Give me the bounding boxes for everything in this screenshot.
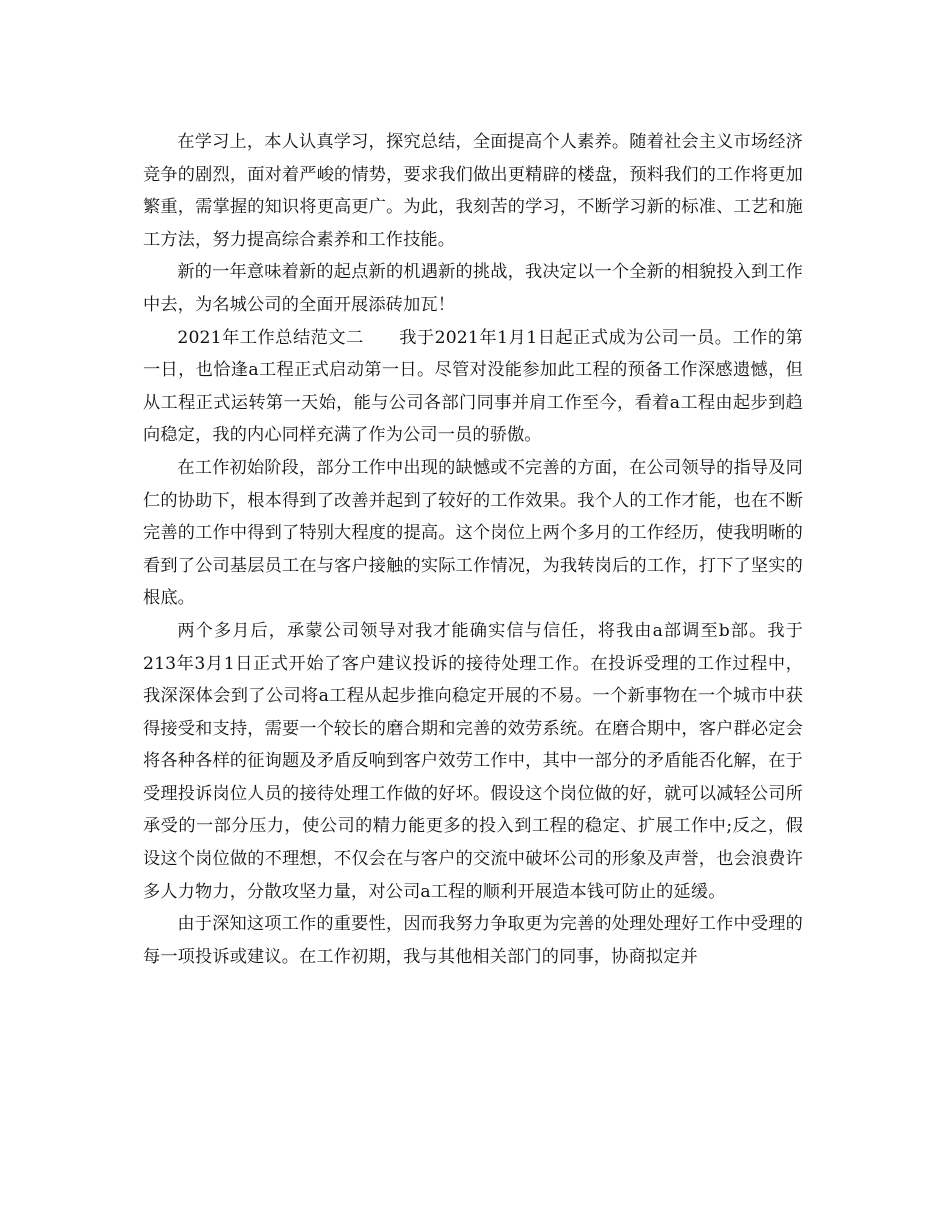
paragraph-initial-stage: 在工作初始阶段，部分工作中出现的缺憾或不完善的方面，在公司领导的指导及同仁的协助下，根本得到了改善并起到了较好的工作效果。我个人的工作才能，也在不断完善的工作中得到了特别大程度的提高。这个岗位上两个多月的工作经历，使我明晰的看到了公司基层员工在与客户接触的实际工作情况，为我转岗后的工作，打下了坚实的根底。 <box>143 457 803 609</box>
paragraph-importance: 由于深知这项工作的重要性，因而我努力争取更为完善的处理处理好工作中受理的每一项投诉或建议。在工作初期，我与其他相关部门的同事，协商拟定并 <box>143 914 803 967</box>
paragraph-summary-two-intro: 2021年工作总结范文二 我于2021年1月1日起正式成为公司一员。工作的第一日，也恰逢a工程正式启动第一日。尽管对没能参加此工程的预备工作深感遗憾，但从工程正式运转第一天始，能与公司各部门同事并肩工作至今，看着a工程由起步到趋向稳定，我的内心同样充满了作为公司一员的骄傲。 <box>143 327 803 446</box>
paragraph-new-year: 新的一年意味着新的起点新的机遇新的挑战，我决定以一个全新的相貌投入到工作中去，为名城公司的全面开展添砖加瓦！ <box>143 262 803 315</box>
paragraph-study: 在学习上，本人认真学习，探究总结，全面提高个人素养。随着社会主义市场经济竞争的剧烈，面对着严峻的情势，要求我们做出更精辟的楼盘，预料我们的工作将更加繁重，需掌握的知识将更高更广。为此，我刻苦的学习，不断学习新的标准、工艺和施工方法，努力提高综合素养和工作技能。 <box>143 132 803 250</box>
paragraph-transfer: 两个多月后，承蒙公司领导对我才能确实信与信任，将我由a部调至b部。我于213年3月1日正式开始了客户建议投诉的接待处理工作。在投诉受理的工作过程中，我深深体会到了公司将a工程从起步推向稳定开展的不易。一个新事物在一个城市中获得接受和支持，需要一个较长的磨合期和完善的效劳系统。在磨合期中，客户群必定会将各种各样的征询题及矛盾反响到客户效劳工作中，其中一部分的矛盾能否化解，在于受理投诉岗位人员的接待处理工作做的好坏。假设这个岗位做的好，就可以减轻公司所承受的一部分压力，使公司的精力能更多的投入到工程的稳定、扩展工作中;反之，假设这个岗位做的不理想，不仅会在与客户的交流中破坏公司的形象及声誉，也会浪费许多人力物力，分散攻坚力量，对公司a工程的顺利开展造本钱可防止的延缓。 <box>143 620 803 902</box>
document-body <box>143 126 803 973</box>
